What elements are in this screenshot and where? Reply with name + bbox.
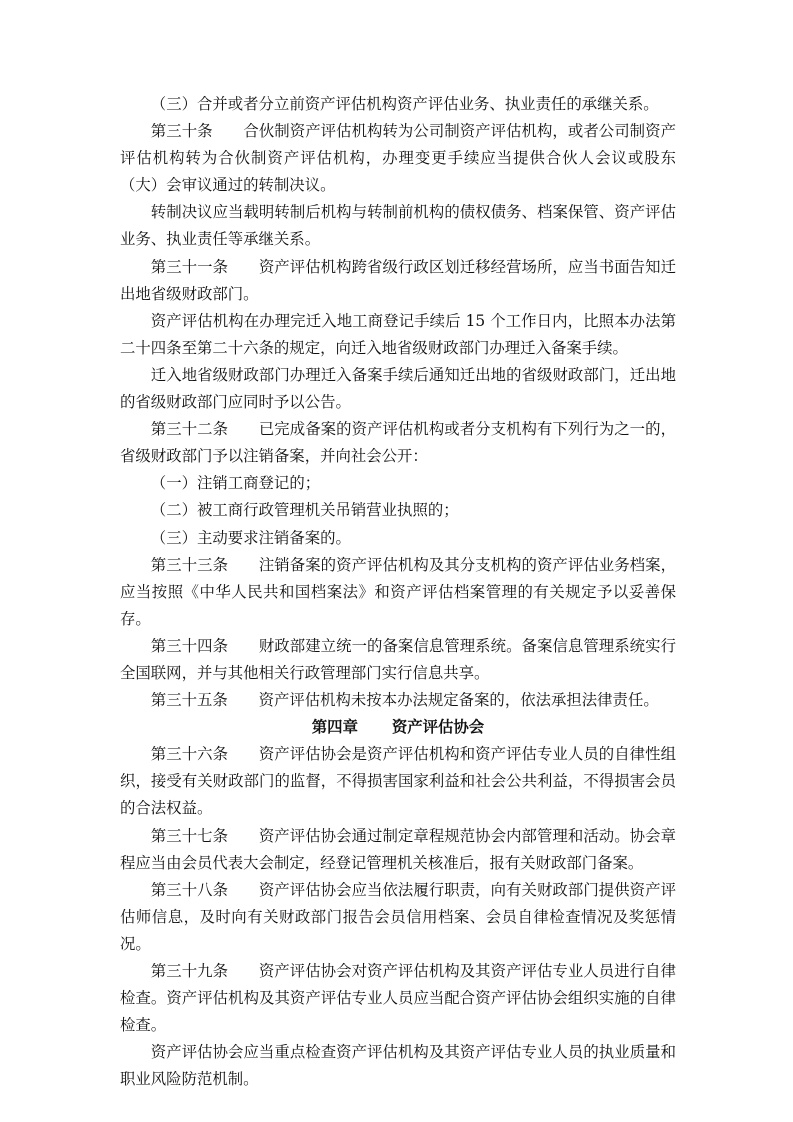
- paragraph-text: 资产评估协会对资产评估机构及其资产评估专业人员进行自律检查。资产评估机构及其资产评估专业人员应当配合资产评估协会组织实施的自律检查。: [120, 962, 676, 1035]
- paragraph-text: 合伙制资产评估机构转为公司制资产评估机构，或者公司制资产评估机构转为合伙制资产评估机构，办理变更手续应当提供合伙人会议或股东（大）会审议通过的转制决议。: [120, 122, 676, 195]
- paragraph-text: 资产评估协会通过制定章程规范协会内部管理和活动。协会章程应当由会员代表大会制定，经登记管理机关核准后，报有关财政部门备案。: [120, 826, 676, 872]
- paragraph-text: 资产评估机构未按本办法规定备案的，依法承担法律责任。: [258, 691, 659, 710]
- paragraph-text: 迁入地省级财政部门办理迁入备案手续后通知迁出地的省级财政部门，迁出地的省级财政部门应同时予以公告。: [120, 365, 676, 412]
- paragraph-text: 资产评估协会应当依法履行职责，向有关财政部门提供资产评估师信息，及时向有关财政部门报告会员信用档案、会员自律检查情况及奖惩情况。: [120, 880, 676, 953]
- article-number: 第三十四条: [150, 636, 229, 655]
- document-body: [120, 91, 676, 1093]
- paragraph: [120, 308, 676, 362]
- paragraph-text: （一）注销工商登记的；: [150, 474, 321, 493]
- chapter-title: 资产评估协会: [391, 718, 485, 737]
- paragraph-text: 资产评估协会应当重点检查资产评估机构及其资产评估专业人员的执业质量和职业风险防范机制。: [120, 1043, 676, 1089]
- paragraph: [120, 633, 676, 687]
- paragraph-text: （二）被工商行政管理机关吊销营业执照的；: [150, 501, 459, 520]
- paragraph: [120, 199, 676, 253]
- article-number: 第三十七条: [150, 826, 229, 845]
- paragraph: [120, 877, 676, 958]
- article-number: 第三十条: [150, 122, 213, 141]
- paragraph: [120, 1039, 676, 1093]
- paragraph: [120, 254, 676, 308]
- paragraph-text: （三）合并或者分立前资产评估机构资产评估业务、执业责任的承继关系。: [150, 95, 659, 113]
- section-after-chapter: [120, 741, 676, 1093]
- paragraph-text: 注销备案的资产评估机构及其分支机构的资产评估业务档案，应当按照《中华人民共和国档案法》和资产评估档案管理的有关规定予以妥善保存。: [120, 555, 676, 628]
- paragraph-text: 资产评估机构在办理完迁入地工商登记手续后 15 个工作日内，比照本办法第二十四条至第二十六条的规定，向迁入地省级财政部门办理迁入备案手续。: [120, 311, 676, 357]
- paragraph: [120, 416, 676, 470]
- paragraph: [120, 687, 676, 714]
- paragraph: [120, 362, 676, 416]
- paragraph: [120, 470, 676, 497]
- paragraph: [120, 823, 676, 877]
- paragraph: [120, 552, 676, 633]
- paragraph: [120, 118, 676, 199]
- article-number: 第三十二条: [150, 420, 229, 439]
- paragraph: [120, 958, 676, 1039]
- paragraph-text: （三）主动要求注销备案的。: [150, 528, 351, 547]
- paragraph-text: 转制决议应当载明转制后机构与转制前机构的债权债务、档案保管、资产评估业务、执业责任等承继关系。: [120, 203, 676, 249]
- paragraph: [120, 525, 676, 552]
- paragraph-text: 财政部建立统一的备案信息管理系统。备案信息管理系统实行全国联网，并与其他相关行政管理部门实行信息共享。: [120, 636, 676, 682]
- paragraph-text: 资产评估协会是资产评估机构和资产评估专业人员的自律性组织，接受有关财政部门的监督，不得损害国家利益和社会公共利益，不得损害会员的合法权益。: [120, 745, 676, 818]
- article-number: 第三十一条: [150, 257, 229, 276]
- chapter-heading: [120, 714, 676, 741]
- section-before-chapter: [120, 91, 676, 714]
- article-number: 第三十五条: [150, 691, 228, 710]
- chapter-number: 第四章: [311, 718, 358, 737]
- paragraph-text: 资产评估机构跨省级行政区划迁移经营场所，应当书面告知迁出地省级财政部门。: [120, 257, 676, 303]
- paragraph-text: 已完成备案的资产评估机构或者分支机构有下列行为之一的，省级财政部门予以注销备案，并向社会公开：: [120, 420, 676, 466]
- article-number: 第三十三条: [150, 555, 229, 574]
- paragraph: [120, 741, 676, 822]
- paragraph: [120, 91, 676, 118]
- article-number: 第三十六条: [150, 745, 229, 764]
- paragraph: [120, 497, 676, 524]
- article-number: 第三十八条: [150, 880, 229, 899]
- article-number: 第三十九条: [150, 962, 229, 980]
